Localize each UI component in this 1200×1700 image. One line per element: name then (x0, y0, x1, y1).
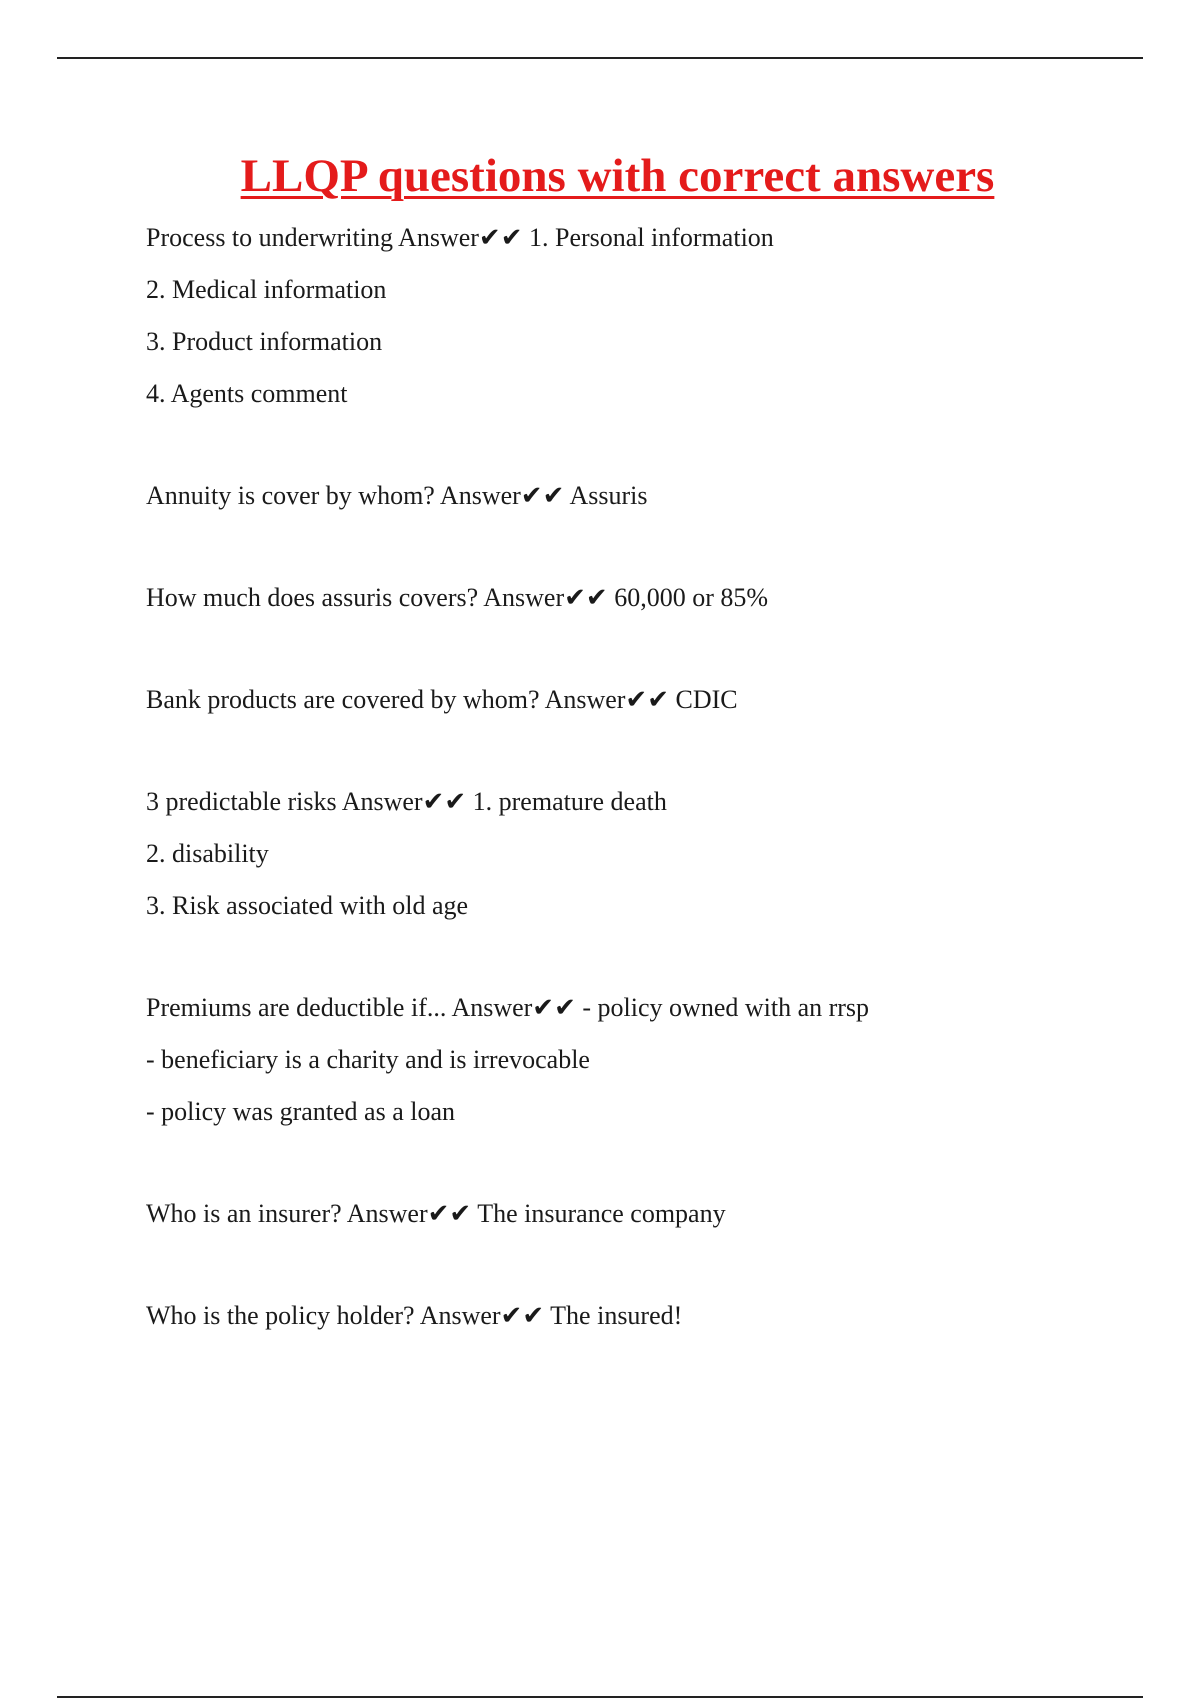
qa-entry-assuris-coverage (146, 572, 1146, 624)
qa-line (146, 982, 1146, 1034)
qa-entry-policy-holder (146, 1290, 1146, 1342)
question-text: Premiums are deductible if... (146, 993, 447, 1022)
answer-text: The insurance company (477, 1199, 726, 1228)
qa-entry-underwriting (146, 212, 1146, 420)
answer-continuation: 2. disability (146, 839, 269, 868)
answer-label: Answer✔✔ (398, 223, 523, 252)
qa-entry-predictable-risks (146, 776, 1146, 932)
answer-continuation: 3. Risk associated with old age (146, 891, 469, 920)
answer-label: Answer✔✔ (544, 685, 670, 714)
qa-line (146, 776, 1146, 828)
document-title: LLQP questions with correct answers (240, 150, 995, 202)
answer-continuation: - beneficiary is a charity and is irrevocable (146, 1045, 590, 1074)
answer-text: The insured! (550, 1301, 683, 1330)
qa-line (146, 674, 1146, 726)
qa-line (146, 470, 1146, 522)
answer-continuation: 3. Product information (146, 327, 383, 356)
qa-entry-insurer (146, 1188, 1146, 1240)
qa-entry-premiums-deductible (146, 982, 1146, 1138)
answer-text: Assuris (569, 481, 648, 510)
top-divider (57, 57, 1143, 59)
qa-line (146, 1290, 1146, 1342)
qa-line (146, 1188, 1146, 1240)
qa-entry-bank-products (146, 674, 1146, 726)
answer-text: - policy owned with an rrsp (582, 993, 870, 1022)
question-text: Process to underwriting (146, 223, 393, 252)
question-text: 3 predictable risks (146, 787, 337, 816)
question-text: Bank products are covered by whom? (146, 685, 540, 714)
qa-line (146, 212, 1146, 264)
answer-text: 1. Personal information (529, 223, 774, 252)
question-text: Who is the policy holder? (146, 1301, 415, 1330)
answer-text: CDIC (675, 685, 738, 714)
answer-label: Answer✔✔ (341, 787, 467, 816)
answer-continuation: 2. Medical information (146, 275, 387, 304)
bottom-divider (57, 1696, 1143, 1698)
answer-continuation: 4. Agents comment (146, 379, 348, 408)
answer-text: 60,000 or 85% (614, 583, 769, 612)
answer-label: Answer✔✔ (451, 993, 576, 1022)
answer-label: Answer✔✔ (483, 583, 608, 612)
answer-label: Answer✔✔ (419, 1301, 545, 1330)
answer-continuation: - policy was granted as a loan (146, 1097, 456, 1126)
question-text: Annuity is cover by whom? (146, 481, 435, 510)
question-text: How much does assuris covers? (146, 583, 479, 612)
answer-text: 1. premature death (472, 787, 667, 816)
qa-list (146, 212, 1146, 1342)
qa-line (146, 572, 1146, 624)
answer-label: Answer✔✔ (346, 1199, 472, 1228)
answer-label: Answer✔✔ (439, 481, 565, 510)
qa-entry-annuity (146, 470, 1146, 522)
question-text: Who is an insurer? (146, 1199, 342, 1228)
